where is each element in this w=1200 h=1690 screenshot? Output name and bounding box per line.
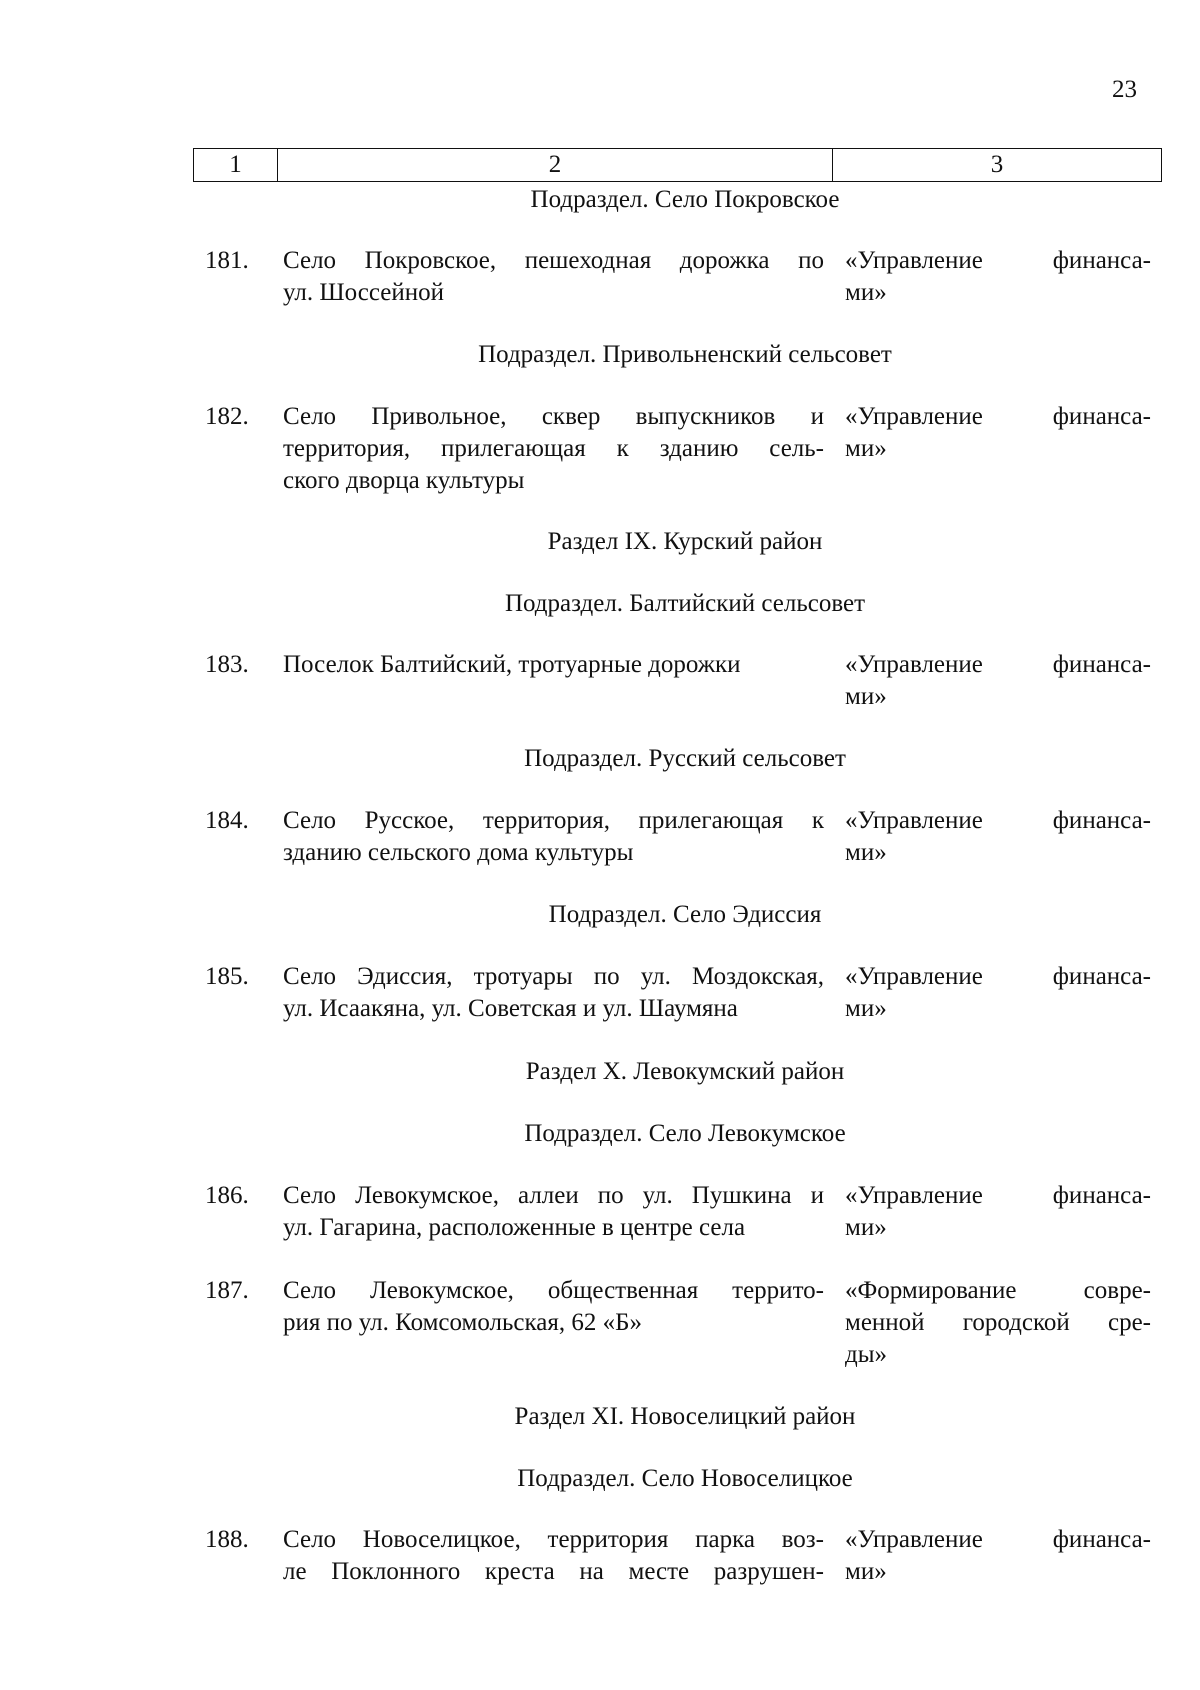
source-line: «Управление финанса- [845,1182,1151,1209]
source-line: «Управление финанса- [845,1526,1151,1553]
row-funding-source [845,1524,1151,1588]
section-heading: Подраздел. Балтийский сельсовет [504,590,866,617]
section-heading: Подраздел. Русский сельсовет [524,745,846,772]
description-line: Село Левокумское, аллеи по ул. Пушкина и [283,1182,824,1209]
description-line: Село Русское, территория, прилегающая к [283,807,824,834]
description-line: Село Покровское, пешеходная дорожка по [283,247,824,274]
description-line: ул. Исаакяна, ул. Советская и ул. Шаумяна [283,995,738,1022]
source-line: ми» [845,995,887,1022]
row-description [283,805,824,869]
source-line: «Управление финанса- [845,807,1151,834]
source-line: «Управление финанса- [845,403,1151,430]
description-line: ле Поклонного креста на месте разрушен- [283,1558,824,1585]
row-number: 185. [205,963,249,990]
row-number: 188. [205,1526,249,1553]
description-line: Село Левокумское, общественная террито- [283,1277,824,1304]
row-funding-source [845,245,1151,309]
row-description [283,401,824,497]
description-line: зданию сельского дома культуры [283,839,634,866]
row-funding-source [845,961,1151,1025]
source-line: «Управление финанса- [845,963,1151,990]
section-heading: Подраздел. Село Эдиссия [548,901,822,928]
source-line: ми» [845,839,887,866]
source-line: менной городской сре- [845,1309,1151,1336]
source-line: ми» [845,683,887,710]
row-funding-source [845,1180,1151,1244]
description-line: ского дворца культуры [283,467,525,494]
row-description [283,1180,824,1244]
section-heading: Подраздел. Село Левокумское [524,1120,846,1147]
row-funding-source [845,401,1151,465]
section-heading: Подраздел. Село Новоселицкое [517,1465,853,1492]
row-funding-source [845,805,1151,869]
description-line: Село Эдиссия, тротуары по ул. Моздокская, [283,963,824,990]
row-description [283,961,824,1025]
description-line: Село Привольное, сквер выпускников и [283,403,824,430]
row-funding-source [845,1275,1151,1371]
source-line: ды» [845,1341,888,1368]
section-heading: Раздел XI. Новоселицкий район [514,1403,856,1430]
row-description [283,1524,824,1588]
row-number: 184. [205,807,249,834]
row-description [283,1275,824,1339]
row-funding-source [845,649,1151,713]
row-number: 187. [205,1277,249,1304]
row-description [283,245,824,309]
description-line: ул. Шоссейной [283,279,444,306]
row-number: 182. [205,403,249,430]
header-col-2: 2 [278,149,833,181]
section-heading: Раздел IX. Курский район [547,528,823,555]
section-heading: Подраздел. Село Покровское [530,186,840,213]
header-col-1: 1 [194,149,278,181]
section-heading: Раздел X. Левокумский район [525,1058,845,1085]
description-line: ул. Гагарина, расположенные в центре села [283,1214,746,1241]
source-line: «Управление финанса- [845,651,1151,678]
section-heading: Подраздел. Привольненский сельсовет [478,341,892,368]
header-col-3: 3 [990,151,1004,178]
description-line: Село Новоселицкое, территория парка воз- [283,1526,824,1553]
description-line: рия по ул. Комсомольская, 62 «Б» [283,1309,642,1336]
row-description [283,649,824,681]
source-line: ми» [845,1214,887,1241]
source-line: «Формирование совре- [845,1277,1151,1304]
description-line: территория, прилегающая к зданию сель- [283,435,824,462]
source-line: ми» [845,435,887,462]
source-line: ми» [845,1558,887,1585]
description-line: Поселок Балтийский, тротуарные дорожки [283,651,741,678]
source-line: «Управление финанса- [845,247,1151,274]
table-header [193,148,1162,182]
row-number: 181. [205,247,249,274]
page-number: 23 [1112,76,1137,103]
source-line: ми» [845,279,887,306]
row-number: 183. [205,651,249,678]
row-number: 186. [205,1182,249,1209]
